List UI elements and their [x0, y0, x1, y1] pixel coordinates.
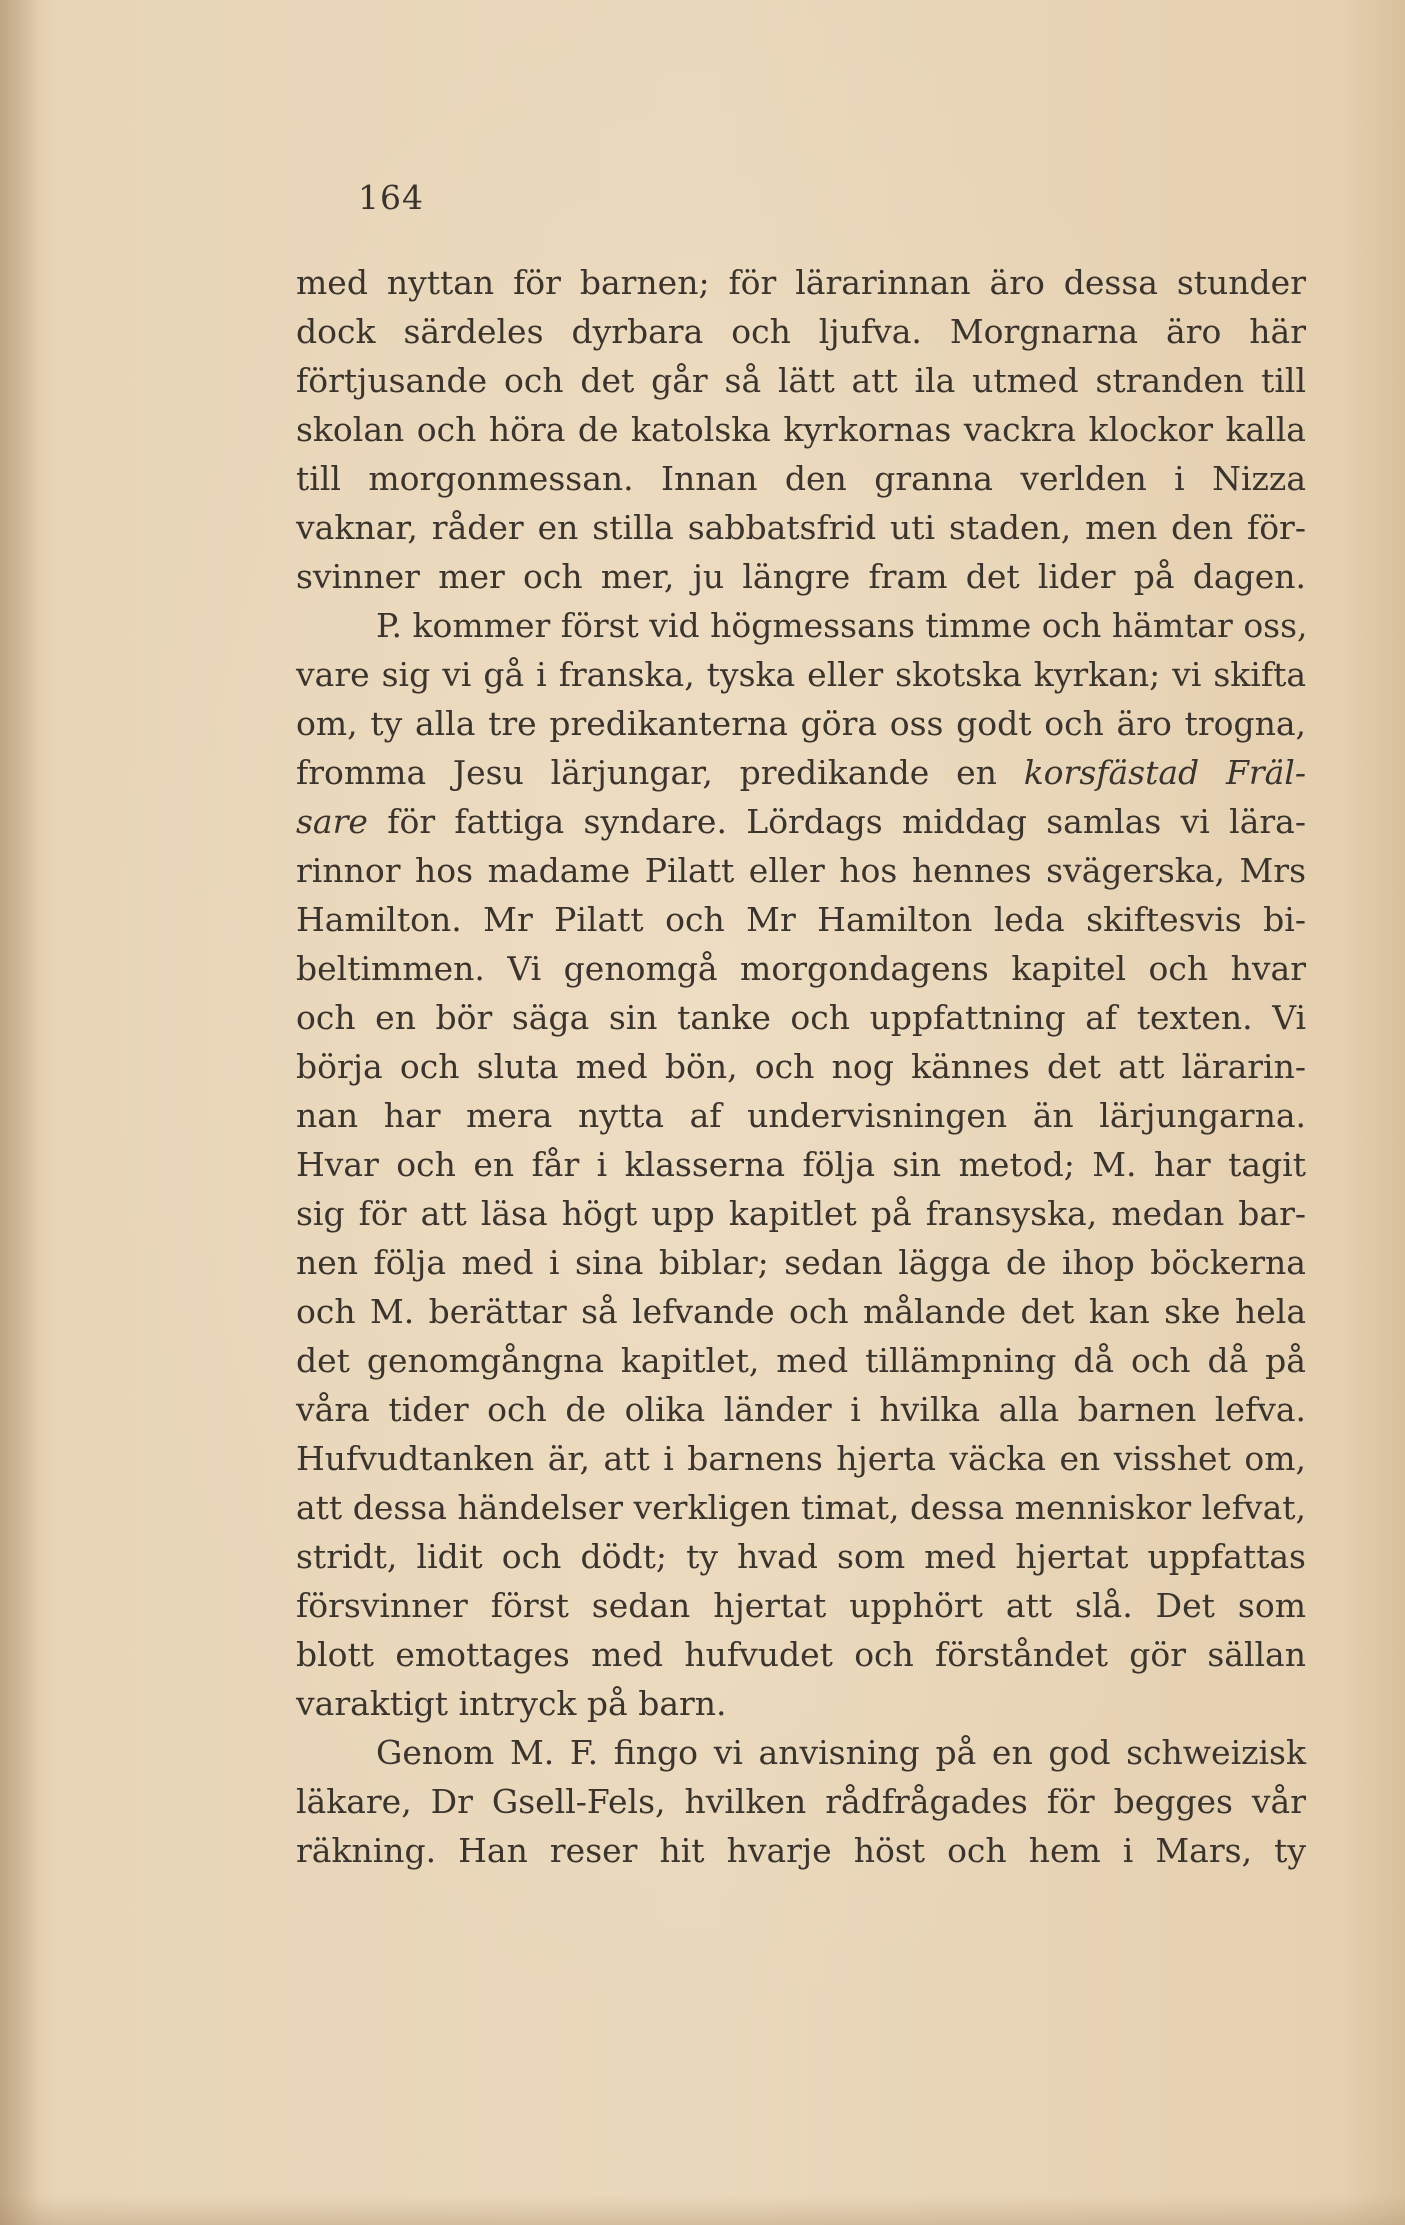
- text-line: svinner mer och mer, ju längre fram det lider på dagen.: [296, 557, 1306, 596]
- text-line: [296, 748, 1306, 797]
- text-segment: fromma Jesu lärjungar, predikande en: [296, 753, 1024, 792]
- page-number: 164: [358, 178, 424, 217]
- text-line: förtjusande och det går så lätt att ila utmed stranden till: [296, 361, 1306, 400]
- text-line: det genomgångna kapitlet, med tillämpning då och då på: [296, 1341, 1306, 1380]
- text-line: vare sig vi gå i franska, tyska eller skotska kyrkan; vi skifta: [296, 655, 1306, 694]
- text-line: P. kommer först vid högmessans timme och hämtar oss,: [376, 606, 1308, 645]
- text-line: börja och sluta med bön, och nog kännes det att lärarin-: [296, 1047, 1306, 1086]
- text-line: och M. berättar så lefvande och målande det kan ske hela: [296, 1292, 1306, 1331]
- page-bottom-edge-shadow: [0, 2195, 1405, 2225]
- text-line: att dessa händelser verkligen timat, dessa menniskor lefvat,: [296, 1488, 1306, 1527]
- text-line: läkare, Dr Gsell-Fels, hvilken rådfrågades för begges vår: [296, 1782, 1306, 1821]
- text-line: med nyttan för barnen; för lärarinnan äro dessa stunder: [296, 263, 1306, 302]
- text-line: om, ty alla tre predikanterna göra oss godt och äro trogna,: [296, 704, 1306, 743]
- text-line: nan har mera nytta af undervisningen än lärjungarna.: [296, 1096, 1306, 1135]
- italic-phrase: korsfästad Fräl-: [1023, 753, 1306, 792]
- text-line: [296, 797, 1306, 846]
- text-line: stridt, lidit och dödt; ty hvad som med hjertat uppfattas: [296, 1537, 1306, 1576]
- text-line: nen följa med i sina biblar; sedan lägga de ihop böckerna: [296, 1243, 1306, 1282]
- text-line: beltimmen. Vi genomgå morgondagens kapitel och hvar: [296, 949, 1306, 988]
- page-left-edge-shadow: [0, 0, 40, 2225]
- text-segment: för fattiga syndare. Lördags middag samlas vi lära-: [367, 802, 1306, 841]
- text-line: Hufvudtanken är, att i barnens hjerta väcka en visshet om,: [296, 1439, 1306, 1478]
- text-line: till morgonmessan. Innan den granna verlden i Nizza: [296, 459, 1306, 498]
- body-text: [296, 258, 1306, 1875]
- text-line: varaktigt intryck på barn.: [296, 1684, 727, 1723]
- text-line: och en bör säga sin tanke och uppfattning af texten. Vi: [296, 998, 1306, 1037]
- text-line: Hvar och en får i klasserna följa sin metod; M. har tagit: [296, 1145, 1306, 1184]
- text-line: Hamilton. Mr Pilatt och Mr Hamilton leda skiftesvis bi-: [296, 900, 1306, 939]
- text-line: Genom M. F. fingo vi anvisning på en god schweizisk: [376, 1733, 1306, 1772]
- text-line: vaknar, råder en stilla sabbatsfrid uti staden, men den för-: [296, 508, 1306, 547]
- text-line: rinnor hos madame Pilatt eller hos hennes svägerska, Mrs: [296, 851, 1306, 890]
- italic-phrase: sare: [296, 802, 368, 841]
- text-line: blott emottages med hufvudet och förståndet gör sällan: [296, 1635, 1306, 1674]
- text-line: sig för att läsa högt upp kapitlet på fransyska, medan bar-: [296, 1194, 1306, 1233]
- text-line: skolan och höra de katolska kyrkornas vackra klockor kalla: [296, 410, 1306, 449]
- text-line: dock särdeles dyrbara och ljufva. Morgnarna äro här: [296, 312, 1306, 351]
- text-line: försvinner först sedan hjertat upphört att slå. Det som: [296, 1586, 1306, 1625]
- text-line: räkning. Han reser hit hvarje höst och hem i Mars, ty: [296, 1831, 1306, 1870]
- text-line: våra tider och de olika länder i hvilka alla barnen lefva.: [296, 1390, 1306, 1429]
